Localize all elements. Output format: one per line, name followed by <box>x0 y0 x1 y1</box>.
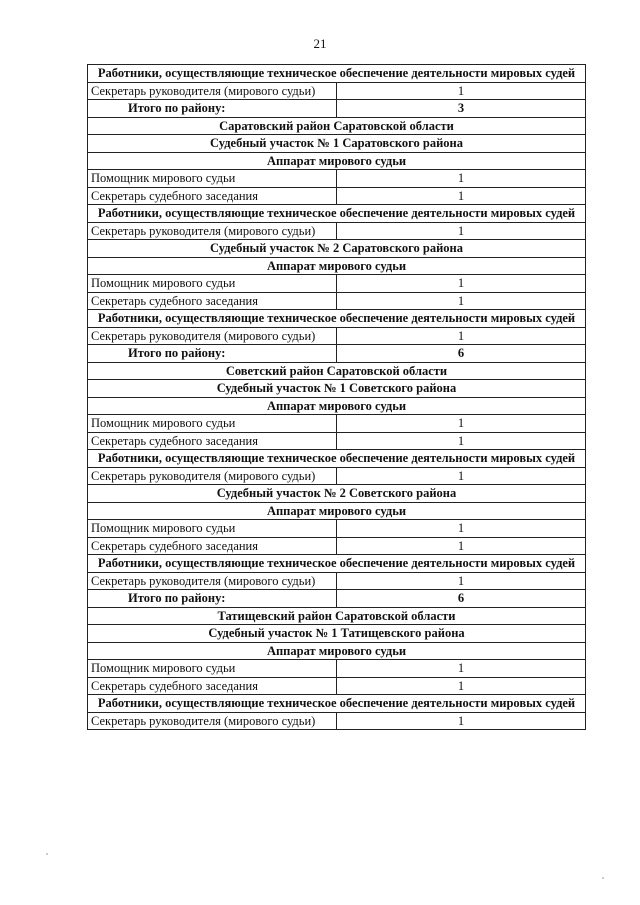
position-row <box>88 415 586 433</box>
section-header-row <box>88 485 586 503</box>
position-name: Помощник мирового судьи <box>88 660 337 678</box>
section-header: Судебный участок № 2 Саратовского района <box>88 240 586 258</box>
section-header: Работники, осуществляющие техническое обеспечение деятельности мировых судей <box>88 205 586 223</box>
section-header: Судебный участок № 1 Татищевского района <box>88 625 586 643</box>
position-row <box>88 467 586 485</box>
position-row <box>88 82 586 100</box>
scan-speck <box>46 853 48 855</box>
section-header: Советский район Саратовской области <box>88 362 586 380</box>
section-header: Аппарат мирового судьи <box>88 642 586 660</box>
section-header-row <box>88 555 586 573</box>
section-header: Аппарат мирового судьи <box>88 397 586 415</box>
district-total-row <box>88 100 586 118</box>
position-name: Помощник мирового судьи <box>88 415 337 433</box>
position-row <box>88 432 586 450</box>
total-label: Итого по району: <box>88 590 337 608</box>
total-count: 6 <box>337 345 586 363</box>
section-header-row <box>88 117 586 135</box>
section-header: Аппарат мирового судьи <box>88 502 586 520</box>
section-header: Работники, осуществляющие техническое обеспечение деятельности мировых судей <box>88 310 586 328</box>
section-header-row <box>88 450 586 468</box>
section-header: Татищевский район Саратовской области <box>88 607 586 625</box>
section-header: Судебный участок № 2 Советского района <box>88 485 586 503</box>
section-header-row <box>88 607 586 625</box>
position-name: Секретарь судебного заседания <box>88 187 337 205</box>
position-row <box>88 187 586 205</box>
position-count: 1 <box>337 327 586 345</box>
position-name: Секретарь руководителя (мирового судьи) <box>88 467 337 485</box>
position-count: 1 <box>337 187 586 205</box>
section-header: Аппарат мирового судьи <box>88 152 586 170</box>
section-header: Судебный участок № 1 Саратовского района <box>88 135 586 153</box>
position-name: Секретарь судебного заседания <box>88 537 337 555</box>
district-total-row <box>88 590 586 608</box>
position-name: Помощник мирового судьи <box>88 520 337 538</box>
position-count: 1 <box>337 467 586 485</box>
position-count: 1 <box>337 677 586 695</box>
position-count: 1 <box>337 170 586 188</box>
position-count: 1 <box>337 275 586 293</box>
position-name: Секретарь руководителя (мирового судьи) <box>88 82 337 100</box>
position-name: Помощник мирового судьи <box>88 275 337 293</box>
section-header-row <box>88 240 586 258</box>
total-label: Итого по району: <box>88 345 337 363</box>
section-header: Работники, осуществляющие техническое обеспечение деятельности мировых судей <box>88 555 586 573</box>
total-label: Итого по району: <box>88 100 337 118</box>
section-header: Работники, осуществляющие техническое обеспечение деятельности мировых судей <box>88 695 586 713</box>
position-name: Секретарь руководителя (мирового судьи) <box>88 712 337 730</box>
staff-table-body <box>88 65 586 730</box>
position-row <box>88 275 586 293</box>
section-header-row <box>88 135 586 153</box>
section-header-row <box>88 310 586 328</box>
position-name: Секретарь руководителя (мирового судьи) <box>88 222 337 240</box>
position-row <box>88 520 586 538</box>
position-row <box>88 537 586 555</box>
position-count: 1 <box>337 537 586 555</box>
position-name: Секретарь руководителя (мирового судьи) <box>88 327 337 345</box>
position-name: Секретарь руководителя (мирового судьи) <box>88 572 337 590</box>
staff-table <box>87 64 586 730</box>
position-name: Секретарь судебного заседания <box>88 677 337 695</box>
position-count: 1 <box>337 415 586 433</box>
section-header-row <box>88 205 586 223</box>
position-row <box>88 292 586 310</box>
section-header-row <box>88 152 586 170</box>
position-count: 1 <box>337 82 586 100</box>
position-row <box>88 572 586 590</box>
district-total-row <box>88 345 586 363</box>
position-count: 1 <box>337 432 586 450</box>
section-header: Работники, осуществляющие техническое обеспечение деятельности мировых судей <box>88 450 586 468</box>
section-header: Судебный участок № 1 Советского района <box>88 380 586 398</box>
position-row <box>88 327 586 345</box>
section-header-row <box>88 65 586 83</box>
section-header-row <box>88 397 586 415</box>
section-header: Аппарат мирового судьи <box>88 257 586 275</box>
total-count: 3 <box>337 100 586 118</box>
scan-speck <box>602 877 604 879</box>
position-name: Секретарь судебного заседания <box>88 292 337 310</box>
position-row <box>88 677 586 695</box>
position-count: 1 <box>337 222 586 240</box>
total-count: 6 <box>337 590 586 608</box>
position-name: Секретарь судебного заседания <box>88 432 337 450</box>
position-row <box>88 660 586 678</box>
position-count: 1 <box>337 520 586 538</box>
position-count: 1 <box>337 660 586 678</box>
position-count: 1 <box>337 292 586 310</box>
section-header-row <box>88 502 586 520</box>
section-header-row <box>88 625 586 643</box>
section-header: Работники, осуществляющие техническое обеспечение деятельности мировых судей <box>88 65 586 83</box>
section-header-row <box>88 257 586 275</box>
position-count: 1 <box>337 572 586 590</box>
position-row <box>88 170 586 188</box>
page-number: 21 <box>313 36 327 51</box>
position-row <box>88 222 586 240</box>
position-name: Помощник мирового судьи <box>88 170 337 188</box>
position-count: 1 <box>337 712 586 730</box>
section-header-row <box>88 380 586 398</box>
position-row <box>88 712 586 730</box>
section-header-row <box>88 695 586 713</box>
section-header-row <box>88 362 586 380</box>
section-header: Саратовский район Саратовской области <box>88 117 586 135</box>
section-header-row <box>88 642 586 660</box>
